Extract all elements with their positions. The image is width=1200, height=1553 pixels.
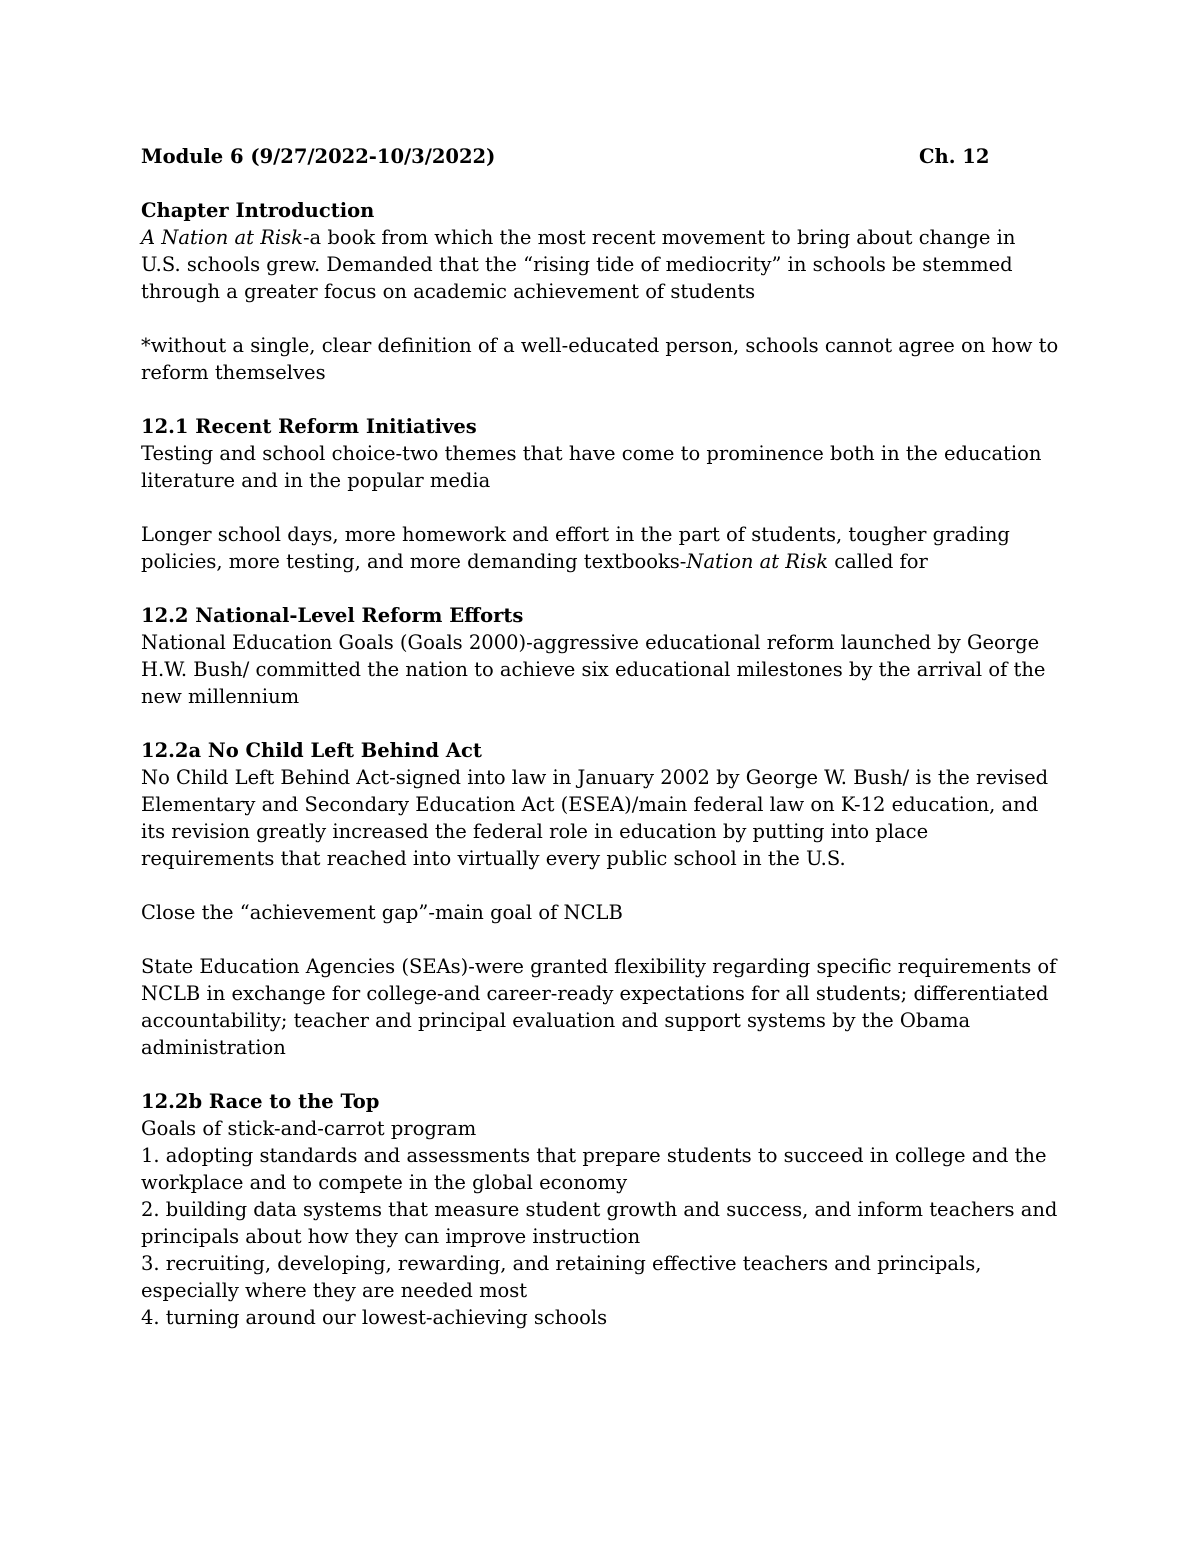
- section-12-2-paragraph: National Education Goals (Goals 2000)-aggressive educational reform launched by George H.W. Bush/ committed the nation to achieve six educational milestones by the arrival of the new millennium: [141, 631, 1046, 708]
- intro-paragraph: A Nation at Risk-a book from which the most recent movement to bring about change in U.S. schools grew. Demanded that the “rising tide of mediocrity” in schools be stemmed through a greater focus on academic achievement of students: [141, 226, 1016, 303]
- section-12-1-paragraph-2: Longer school days, more homework and effort in the part of students, tougher grading policies, more testing, and more demanding textbooks-Nation at Risk called for: [141, 523, 1010, 573]
- module-title: Module 6 (9/27/2022-10/3/2022): [141, 145, 496, 168]
- section-12-2a-heading: 12.2a No Child Left Behind Act: [141, 739, 482, 762]
- book-title: Nation at Risk: [686, 550, 829, 573]
- section-12-2-heading: 12.2 National-Level Reform Efforts: [141, 604, 524, 627]
- list-item: 2. building data systems that measure student growth and success, and inform teachers and principals about how they can improve instruction: [141, 1198, 1058, 1248]
- section-12-2b-intro: Goals of stick-and-carrot program: [141, 1117, 477, 1140]
- section-12-2b-heading: 12.2b Race to the Top: [141, 1090, 380, 1113]
- list-item: 4. turning around our lowest-achieving schools: [141, 1306, 608, 1329]
- chapter-label: Ch. 12: [919, 145, 990, 168]
- document-header: [141, 143, 1061, 170]
- section-12-2a-paragraph: No Child Left Behind Act-signed into law in January 2002 by George W. Bush/ is the revised Elementary and Secondary Education Act (ESEA)/main federal law on K-12 education, and its revision greatly increased the federal role in education by putting into place requirements that reached into virtually every public school in the U.S.: [141, 766, 1049, 870]
- list-item: 1. adopting standards and assessments that prepare students to succeed in college and the workplace and to compete in the global economy: [141, 1144, 1047, 1194]
- section-12-2a-paragraph-3: State Education Agencies (SEAs)-were granted flexibility regarding specific requirements of NCLB in exchange for college-and career-ready expectations for all students; differentiated accountability; teacher and principal evaluation and support systems by the Obama administration: [141, 955, 1057, 1059]
- list-item: 3. recruiting, developing, rewarding, and retaining effective teachers and principals, especially where they are needed most: [141, 1252, 982, 1302]
- intro-heading: Chapter Introduction: [141, 199, 375, 222]
- intro-note: *without a single, clear definition of a well-educated person, schools cannot agree on how to reform themselves: [141, 334, 1059, 384]
- section-12-1-paragraph: Testing and school choice-two themes that have come to prominence both in the education literature and in the popular media: [141, 442, 1042, 492]
- section-12-1-heading: 12.1 Recent Reform Initiatives: [141, 415, 477, 438]
- section-12-2a-paragraph-2: Close the “achievement gap”-main goal of NCLB: [141, 901, 623, 924]
- document-page: [141, 143, 1061, 1331]
- book-title: A Nation at Risk: [141, 226, 303, 249]
